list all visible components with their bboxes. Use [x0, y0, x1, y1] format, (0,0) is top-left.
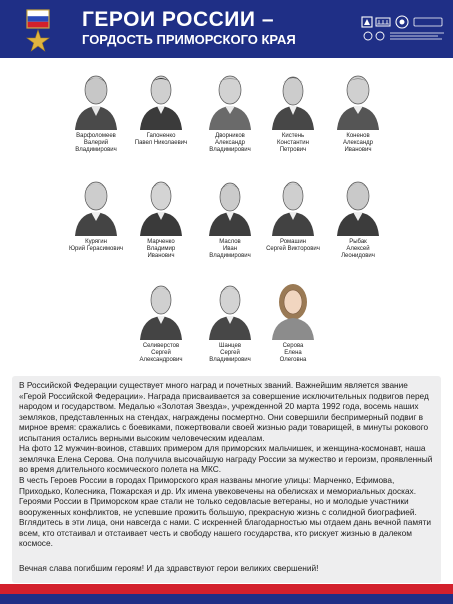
paragraph-4: Вечная слава погибшим героям! И да здравствуют герои великих свершений!: [19, 563, 319, 573]
hero-name: Шанцев Сергей Владимирович: [209, 343, 251, 364]
hero-name: Дворников Александр Владимирович: [209, 133, 251, 154]
footer-stripe-red: [0, 584, 453, 594]
hero-name: Селиверстов Сергей Александрович: [139, 343, 183, 364]
hero-card: [318, 70, 398, 155]
hero-name: Кистень Константин Петрович: [277, 133, 309, 154]
hero-name: Маслов Иван Владимирович: [209, 239, 251, 260]
portrait-icon: [335, 70, 381, 130]
gold-star-medal-icon: [24, 8, 52, 52]
hero-card: [318, 176, 398, 261]
portrait-icon: [138, 70, 184, 130]
hero-card: [121, 280, 201, 365]
hero-name: Марченко Владимир Иванович: [146, 239, 176, 260]
portrait-icon: [270, 176, 316, 236]
hero-name: Гапоненко Павел Николаевич: [134, 133, 188, 147]
hero-card: [121, 70, 201, 147]
page-subtitle: ГОРДОСТЬ ПРИМОРСКОГО КРАЯ: [82, 32, 296, 47]
hero-name: Серова Елена Олеговна: [279, 343, 307, 364]
portrait-icon: [207, 176, 253, 236]
header-banner: [0, 0, 453, 58]
hero-name: Варфоломеев Валерий Владимирович: [75, 133, 117, 154]
paragraph-1: В Российской Федерации существует много наград и почетных званий. Важнейшим является звание «Герой Российской Федерации». Награда присваивается за совершение исключительных подвигов перед народом и государством. Медалью «Золотая Звезда», учрежденной 20 марта 1992 года, восемь наших земляков, представленных на стендах, награждены посмертно. Они совершили беспримерный подвиг в мирное время: сражались с боевиками, пожертвовали своей жизнью ради товарищей, в минуты рокового испытания остались верными высоким человеческим идеалам.: [19, 380, 429, 443]
hero-name: Ромашин Сергей Викторович: [266, 239, 320, 253]
portrait-icon: [270, 280, 316, 340]
page-title: ГЕРОИ РОССИИ –: [82, 8, 275, 31]
hero-card: [253, 280, 333, 365]
title-block: [82, 8, 342, 52]
footer-stripe-blue: [0, 594, 453, 604]
hero-name: Курягин Юрий Герасимович: [68, 239, 124, 253]
portrait-icon: [138, 176, 184, 236]
portrait-icon: [207, 70, 253, 130]
portrait-icon: [138, 280, 184, 340]
hero-name: Коненов Александр Иванович: [342, 133, 374, 154]
portrait-icon: [270, 70, 316, 130]
portrait-icon: [335, 176, 381, 236]
paragraph-3: В честь Героев России в городах Приморского края названы многие улицы: Марченко, Ефимова, Приходько, Колесника, Пожарская и др. Их имена увековечены на обелисках и мемориальных досках. Героями России в Приморском крае стали не только седовласые ветераны, но и молодые участники вооруженных конфликтов, не успевшие прожить большую, прекрасную жизнь с солидной биографией. Вглядитесь в эти лица, они навсегда с нами. С искренней благодарностью мы отдаем дань вечной памяти всем, кто отстаивал и отстаивает честь и свободу нашего государства, кто рискует жизнью в далеком космосе.: [19, 475, 432, 548]
portrait-icon: [207, 280, 253, 340]
hero-name: Рыбак Алексей Леонидович: [341, 239, 375, 260]
organization-logos-icon: [360, 14, 446, 44]
info-text-box: [12, 376, 441, 583]
hero-card: [121, 176, 201, 261]
portrait-icon: [73, 176, 119, 236]
paragraph-2: На фото 12 мужчин-воинов, ставших примером для приморских мальчишек, и женщина-космонавт, наша землячка Елена Серова. Она получила высочайшую награду России за мужество и героизм, проявленный во время длительного космического полета на МКС.: [19, 443, 433, 474]
portrait-icon: [73, 70, 119, 130]
